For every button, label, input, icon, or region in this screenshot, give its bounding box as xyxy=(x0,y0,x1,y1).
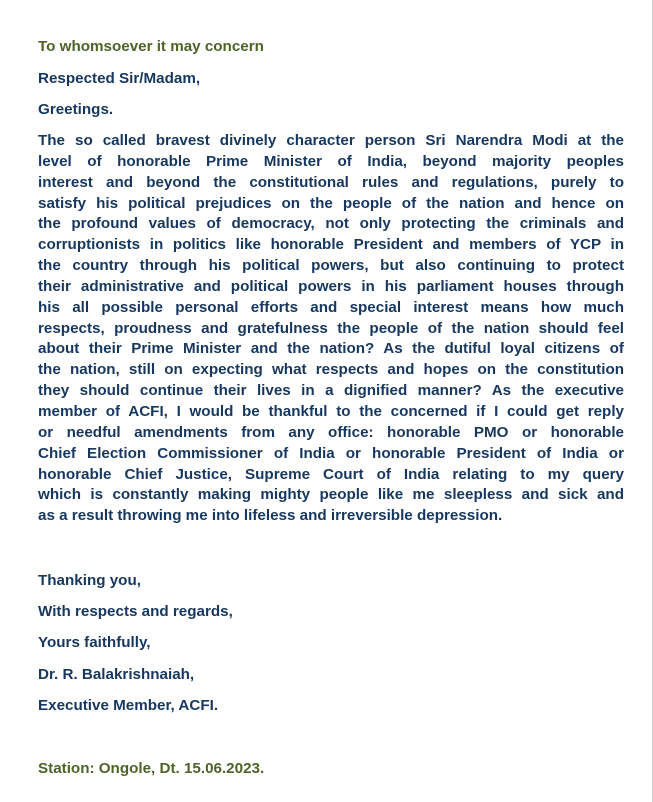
sign-off-line: Yours faithfully, xyxy=(38,634,151,651)
body-line: his all possible personal efforts and special interest means how much xyxy=(38,298,624,316)
greeting-line: Greetings. xyxy=(38,101,114,118)
body-line: respects, proudness and gratefulness the people of the nation should feel xyxy=(38,319,624,337)
body-line: satisfy his political prejudices on the people of the nation and hence on xyxy=(38,194,624,212)
body-line: The so called bravest divinely character person Sri Narendra Modi at the xyxy=(38,132,624,149)
body-line: their administrative and political powers in his parliament houses through xyxy=(38,277,624,295)
body-line: the nation, still on expecting what respects and hopes on the constitution xyxy=(38,361,624,379)
respect-line: Respected Sir/Madam, xyxy=(38,70,201,87)
body-line: interest and beyond the constitutional rules and regulations, purely to xyxy=(38,173,624,191)
body-line: they should continue their lives in a dignified manner? As the executive xyxy=(38,382,624,400)
body-line: Chief Election Commissioner of India or honorable President of India or xyxy=(38,444,624,462)
body-line: the profound values of democracy, not only protecting the criminals and xyxy=(38,215,624,233)
body-line: corruptionists in politics like honorable President and members of YCP in xyxy=(38,236,624,254)
salutation-line: To whomsoever it may concern xyxy=(38,38,264,55)
body-line: level of honorable Prime Minister of India, beyond majority peoples xyxy=(38,152,624,170)
station-date-line: Station: Ongole, Dt. 15.06.2023. xyxy=(38,760,265,777)
body-line: or needful amendments from any office: honorable PMO or honorable xyxy=(38,423,624,441)
signatory-title: Executive Member, ACFI. xyxy=(38,697,219,714)
body-line: as a result throwing me into lifeless and irreversible depression. xyxy=(38,507,503,525)
letter-body xyxy=(38,131,624,527)
signatory-name: Dr. R. Balakrishnaiah, xyxy=(38,666,195,683)
closing-line: Thanking you, xyxy=(38,572,141,589)
body-line: the country through his political powers, but also continuing to protect xyxy=(38,257,624,275)
regards-line: With respects and regards, xyxy=(38,603,233,620)
body-line: honorable Chief Justice, Supreme Court of India relating to my query xyxy=(38,465,624,483)
body-line: about their Prime Minister and the nation? As the dutiful loyal citizens of xyxy=(38,340,624,358)
body-line: member of ACFI, I would be thankful to the concerned if I could get reply xyxy=(38,402,624,420)
body-line: which is constantly making mighty people like me sleepless and sick and xyxy=(38,486,624,504)
